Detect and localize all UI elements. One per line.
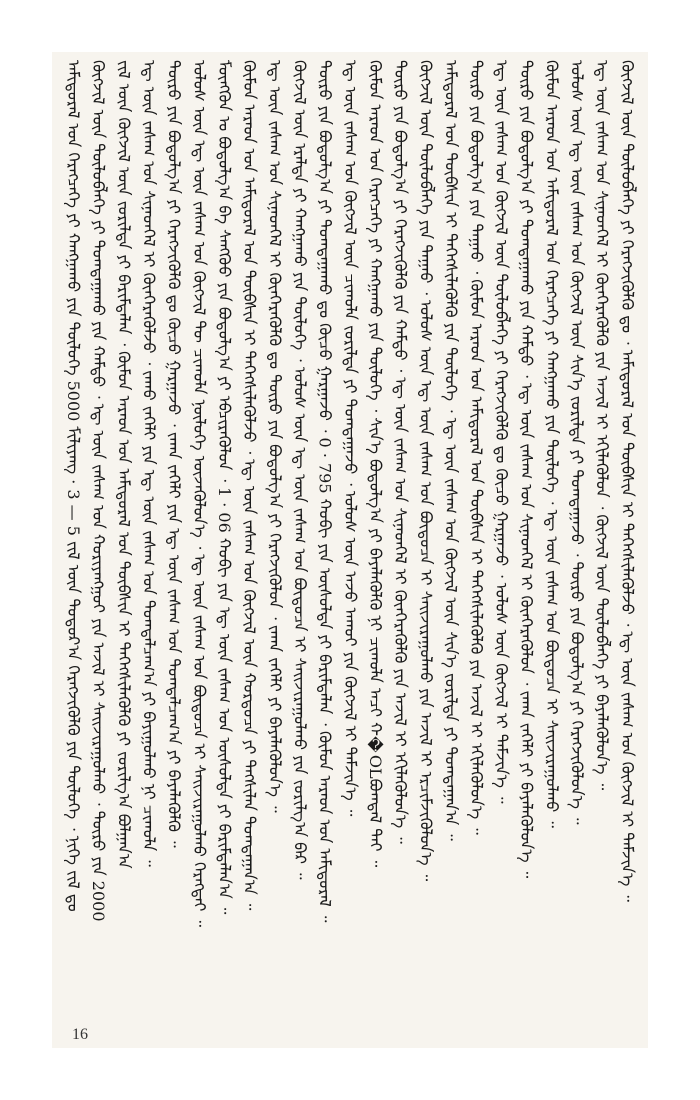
text-column: ᠬᠦᠮᠦᠨ ᠠᠷᠠᠳ ᠤᠨ ᠬᠡᠷᠡᠭᠴᠡᠭᠡ ᠶᠢ ᠬᠠᠩᠭᠠᠬᠤ ᠶᠢᠨ ᠲᠥᠯᠥᠭᠡ ᠂ ᠰᠢᠨ᠎ᠡ ᠪᠣᠳᠤᠯᠭ᠎ᠠ ᠶᠢ ᠪᠡᠶᠡᠯᠡᠭᠦᠯᠬᠦ ᠨᠢ ᠴᠢᠬᠤᠯᠠ ᠠᠴᠢ ᠬ�OLᠪᠣᠭᠳᠠᠯ ᠲᠠᠢ ᠃ bbox=[366, 60, 386, 868]
text-column: ᠲᠥᠷᠥ ᠶᠢᠨ ᠪᠣᠳᠤᠯᠭ᠎ᠠ ᠶᠢ ᠲᠣᠭᠲᠠᠭᠠᠬᠤ ᠳᠤ ᠬᠦᠴᠦ ᠭᠠᠷᠭᠠᠵᠤ ᠂ 0 · 795 ᠬᠤᠪᠢ ᠶᠢᠨ ᠥᠰᠥᠯᠲᠡ ᠶᠢ ᠪᠠᠷᠢᠮᠲᠠᠯᠠᠨ ᠂ ᠬᠦᠮᠦᠨ ᠠᠷᠠᠳ ᠤᠨ ᠠᠮᠢᠳᠤᠷᠠᠯ ᠃ bbox=[315, 60, 335, 923]
text-column: ᠬᠦᠮᠦᠨ ᠠᠷᠠᠳ ᠤᠨ ᠠᠮᠢᠳᠤᠷᠠᠯ ᠤᠨ ᠬᠡᠷᠡᠭᠴᠡᠭᠡ ᠶᠢ ᠬᠠᠩᠭᠠᠬᠤ ᠶᠢᠨ ᠲᠥᠯᠥᠭᠡ ᠂ ᠡᠳ᠋ ᠦᠨ ᠵᠠᠰᠠᠭ ᠤᠨ ᠪᠦᠲᠦᠴᠡ ᠢ ᠰᠠᠢᠵᠢᠷᠠᠭᠤᠯᠬᠤ ᠃ bbox=[542, 60, 562, 828]
text-column: ᠲᠥᠷᠥ ᠶᠢᠨ ᠪᠣᠳᠤᠯᠭ᠎ᠠ ᠶᠢ ᠲᠣᠭᠲᠠᠭᠠᠬᠤ ᠶᠢᠨ ᠬᠠᠮᠲᠤ ᠂ ᠡᠳ᠋ ᠦᠨ ᠵᠠᠰᠠᠭ ᠤᠨ ᠰᠢᠨᠡᠳᠭᠡᠯ ᠢ ᠭᠦᠨᠭᠡᠷᠡᠭᠦᠯᠦᠨ ᠂ ᠵᠠᠬᠠ ᠵᠡᠭᠡᠯᠢ ᠶᠢ ᠪᠡᠶᠡᠯᠡᠭᠦᠯᠦᠨ᠎ᠡ ᠃ bbox=[517, 60, 537, 879]
text-column: ᠤᠯᠤᠰ ᠦᠨ ᠡᠳ᠋ ᠦᠨ ᠵᠠᠰᠠᠭ ᠤᠨ ᠬᠥᠭᠵᠢᠯ ᠦᠨ ᠰᠢᠨ᠎ᠡ ᠵᠣᠷᠢᠯᠲᠠ ᠶᠢ ᠲᠣᠭᠲᠠᠭᠠᠵᠤ ᠂ ᠲᠥᠷᠥ ᠶᠢᠨ ᠪᠣᠳᠤᠯᠭ᠎ᠠ ᠶᠢ ᠬᠡᠷᠡᠭᠵᠢᠭᠦᠯᠦᠨ᠎ᠡ ᠃ bbox=[567, 60, 587, 825]
text-column: ᠵᠢᠯ ᠦᠨ ᠬᠥᠭᠵᠢᠯ ᠦᠨ ᠵᠣᠷᠢᠯᠲᠠ ᠶᠢ ᠪᠠᠷᠢᠮᠲᠠᠯᠠᠨ ᠂ ᠬᠦᠮᠦᠨ ᠠᠷᠠᠳ ᠤᠨ ᠠᠮᠢᠳᠤᠷᠠᠯ ᠤᠨ ᠲᠦᠪᠰᠢᠨ ᠢ ᠳᠡᠭᠡᠭᠰᠢᠯᠡᠭᠦᠯᠬᠦ ᠶᠢ ᠵᠣᠷᠢᠯᠭ᠎ᠠ ᠪᠣᠯᠭᠠᠨ᠎ᠠ bbox=[114, 60, 134, 869]
page-number: 16 bbox=[72, 1026, 88, 1043]
text-column: ᠲᠥᠷᠥ ᠶᠢᠨ ᠪᠣᠳᠤᠯᠭ᠎ᠠ ᠶᠢ ᠬᠡᠷᠡᠭᠵᠢᠭᠦᠯᠬᠦ ᠶᠢᠨ ᠬᠠᠮᠲᠤ ᠂ ᠡᠳ᠋ ᠦᠨ ᠵᠠᠰᠠᠭ ᠤᠨ ᠰᠢᠨᠡᠳᠭᠡᠯ ᠢ ᠭᠦᠨᠭᠡᠷᠡᠭᠦᠯᠬᠦ ᠶᠢᠨ ᠠᠵᠢᠯ ᠢ ᠡᠬᠢᠯᠡᠭᠦᠯᠦᠨ᠎ᠡ ᠃ bbox=[391, 60, 411, 844]
text-column: ᠬᠥᠭᠵᠢᠯ ᠦᠨ ᠲᠥᠯᠥᠪᠯᠡᠭᠡ ᠶᠢ ᠲᠣᠭᠲᠠᠭᠠᠬᠤ ᠶᠢᠨ ᠬᠠᠮᠲᠤ ᠂ ᠡᠳ᠋ ᠦᠨ ᠵᠠᠰᠠᠭ ᠤᠨ ᠬᠣᠷᠢᠶᠠᠩᠭᠤᠢ ᠶᠢᠨ ᠠᠵᠢᠯ ᠢ ᠰᠠᠢᠵᠢᠷᠠᠭᠤᠯᠬᠤ ᠂ ᠲᠦᠷᠦ ᠶᠢᠨ 2000 bbox=[89, 60, 109, 922]
text-column: ᠡᠳ᠋ ᠦᠨ ᠵᠠᠰᠠᠭ ᠤᠨ ᠬᠥᠭᠵᠢᠯ ᠦᠨ ᠲᠥᠯᠥᠪᠯᠡᠭᠡ ᠶᠢ ᠬᠡᠷᠡᠭᠵᠢᠭᠦᠯᠬᠦ ᠳᠤ ᠬᠦᠴᠦ ᠭᠠᠷᠭᠠᠵᠤ ᠂ ᠤᠯᠤᠰ ᠦᠨ ᠬᠥᠭᠵᠢᠯ ᠢ ᠳᠡᠮᠵᠢᠨ᠎ᠡ ᠃ bbox=[491, 60, 511, 804]
text-column: ᠤᠯᠤᠰ ᠦᠨ ᠡᠳ᠋ ᠦᠨ ᠵᠠᠰᠠᠭ ᠤᠨ ᠬᠥᠭᠵᠢᠯ ᠲᠦ ᠴᠢᠬᠤᠯᠠ ᠨᠥᠯᠥᠭᠡ ᠦᠵᠡᠭᠦᠯᠦᠨ᠎ᠡ ᠂ ᠡᠳ᠋ ᠦᠨ ᠵᠠᠰᠠᠭ ᠤᠨ ᠪᠦᠲᠦᠴᠡ ᠢ ᠰᠠᠢᠵᠢᠷᠠᠭᠤᠯᠬᠤ ᠬᠡᠷᠡᠭᠲᠡᠢ ᠃ bbox=[189, 60, 209, 928]
text-column: ᠠᠮᠢᠳᠤᠷᠠᠯ ᠤᠨ ᠬᠡᠷᠡᠭᠴᠡᠭᠡ ᠶᠢ ᠬᠠᠩᠭᠠᠬᠤ ᠶᠢᠨ ᠲᠥᠯᠥᠭᠡ 5000 ᠮᠢᠯᠢᠶᠠᠩ · 3 — 5 ᠵᠢᠯ ᠦᠨ ᠳᠤᠲᠤᠷ᠎ᠠ ᠬᠡᠷᠡᠭᠵᠢᠭᠦᠯᠬᠦ ᠶᠢᠨ ᠲᠥᠯᠥᠭᠡ ᠂ ᠨᠢᠭᠡ ᠵᠢᠯ ᠳᠤ bbox=[64, 60, 83, 912]
text-column: ᠡᠳ᠋ ᠦᠨ ᠵᠠᠰᠠᠭ ᠤᠨ ᠬᠥᠭᠵᠢᠯ ᠦᠨ ᠴᠢᠬᠤᠯᠠ ᠵᠣᠷᠢᠯᠲᠠ ᠶᠢ ᠲᠣᠭᠲᠠᠭᠠᠵᠤ ᠂ ᠤᠯᠤᠰ ᠦᠨ ᠠᠵᠤ ᠠᠬᠤᠢ ᠶᠢᠨ ᠬᠥᠭᠵᠢᠯ ᠢ ᠳᠡᠮᠵᠢᠨ᠎ᠡ ᠃ bbox=[340, 60, 360, 817]
text-column: ᠡᠳ᠋ ᠦᠨ ᠵᠠᠰᠠᠭ ᠤᠨ ᠰᠢᠨᠡᠳᠭᠡᠯ ᠢ ᠭᠦᠨᠭᠡᠷᠡᠭᠦᠯᠬᠦ ᠶᠢᠨ ᠠᠵᠢᠯ ᠢ ᠡᠬᠢᠯᠡᠭᠦᠯᠦᠨ ᠂ ᠬᠥᠭᠵᠢᠯ ᠦᠨ ᠲᠥᠯᠥᠪᠯᠡᠭᠡ ᠶᠢ ᠪᠡᠶᠡᠯᠡᠭᠦᠯᠦᠨ᠎ᠡ ᠃ bbox=[592, 60, 612, 791]
text-column: ᠡᠳ᠋ ᠦᠨ ᠵᠠᠰᠠᠭ ᠤᠨ ᠰᠢᠨᠡᠳᠭᠡᠯ ᠢ ᠭᠦᠨᠭᠡᠷᠡᠭᠦᠯᠵᠦ ᠂ ᠵᠠᠬᠣ ᠵᠡᠭᠡᠯᠢ ᠶᠢᠨ ᠡᠳ᠋ ᠦᠨ ᠵᠠᠰᠠᠭ ᠤᠨ ᠲᠣᠭᠲᠠᠯᠴᠠᠭ᠎ᠠ ᠶᠢ ᠪᠠᠶᠢᠭᠤᠯᠬᠤ ᠨᠢ ᠴᠢᠬᠤᠯᠠ ᠃ bbox=[139, 60, 159, 867]
text-column: ᠲᠥᠷᠥ ᠶᠢᠨ ᠪᠣᠳᠤᠯᠭ᠎ᠠ ᠶᠢ ᠬᠡᠷᠡᠭᠵᠢᠭᠦᠯᠬᠦ ᠳᠤ ᠬᠦᠴᠦ ᠭᠠᠷᠭᠠᠵᠤ ᠂ ᠵᠠᠬᠠ ᠵᠡᠭᠡᠯᠢ ᠶᠢᠨ ᠡᠳ᠋ ᠦᠨ ᠵᠠᠰᠠᠭ ᠤᠨ ᠲᠣᠭᠲᠠᠯᠴᠠᠭ᠎ᠠ ᠶᠢ ᠪᠡᠶᠡᠯᠡᠭᠦᠯᠬᠦ ᠃ bbox=[164, 60, 184, 848]
text-column: ᠬᠦᠮᠦᠨ ᠠᠷᠠᠳ ᠤᠨ ᠠᠮᠢᠳᠤᠷᠠᠯ ᠤᠨ ᠲᠦᠪᠰᠢᠨ ᠢ ᠳᠡᠭᠡᠭᠰᠢᠯᠡᠭᠦᠯᠵᠦ ᠂ ᠡᠳ᠋ ᠦᠨ ᠵᠠᠰᠠᠭ ᠤᠨ ᠬᠥᠭᠵᠢᠯ ᠦᠨ ᠬᠤᠷᠳᠤᠴᠠ ᠶᠢ ᠲᠡᠭᠰᠢᠯᠡᠨ ᠲᠣᠭᠲᠠᠭᠠᠨ᠎ᠠ ᠃ bbox=[240, 60, 260, 911]
vertical-text-block bbox=[52, 52, 648, 1017]
text-column: ᠬᠥᠭᠵᠢᠯ ᠦᠨ ᠡᠷᠡᠯᠲᠡ ᠶᠢ ᠬᠠᠩᠭᠠᠬᠤ ᠶᠢᠨ ᠲᠥᠯᠥᠭᠡ ᠂ ᠤᠯᠤᠰ ᠦᠨ ᠡᠳ᠋ ᠦᠨ ᠵᠠᠰᠠᠭ ᠤᠨ ᠪᠦᠲᠦᠴᠡ ᠢ ᠰᠠᠢᠵᠢᠷᠠᠭᠤᠯᠬᠤ ᠶᠢᠨ ᠵᠣᠷᠢᠯᠭ᠎ᠠ ᠪᠠᠷ ᠃ bbox=[290, 60, 310, 880]
text-column: ᠲᠥᠷᠥ ᠶᠢᠨ ᠪᠣᠳᠤᠯᠭ᠎ᠠ ᠶᠢᠨ ᠳᠠᠭᠠᠤ ᠂ ᠬᠦᠮᠦᠨ ᠠᠷᠠᠳ ᠤᠨ ᠠᠮᠢᠳᠤᠷᠠᠯ ᠤᠨ ᠲᠦᠪᠰᠢᠨ ᠢ ᠳᠡᠭᠡᠭᠰᠢᠯᠡᠭᠦᠯᠬᠦ ᠶᠢᠨ ᠠᠵᠢᠯ ᠢ ᠡᠬᠢᠯᠡᠭᠦᠯᠦᠨ᠎ᠡ ᠃ bbox=[466, 60, 486, 835]
document-page bbox=[52, 52, 648, 1048]
text-column: ᠠᠮᠢᠳᠤᠷᠠᠯ ᠤᠨ ᠲᠦᠪᠰᠢᠨ ᠢ ᠳᠡᠭᠡᠭᠰᠢᠯᠡᠭᠦᠯᠬᠦ ᠶᠢᠨ ᠲᠥᠯᠥᠭᠡ ᠂ ᠡᠳ᠋ ᠦᠨ ᠵᠠᠰᠠᠭ ᠤᠨ ᠬᠥᠭᠵᠢᠯ ᠦᠨ ᠰᠢᠨ᠎ᠡ ᠵᠣᠷᠢᠯᠲᠠ ᠶᠢ ᠲᠣᠭᠲᠠᠭᠠᠨ᠎ᠠ ᠃ bbox=[441, 60, 461, 841]
text-column: ᠡᠳ᠋ ᠦᠨ ᠵᠠᠰᠠᠭ ᠤᠨ ᠰᠢᠨᠡᠳᠭᠡᠯ ᠢ ᠭᠦᠨᠭᠡᠷᠡᠭᠦᠯᠬᠦ ᠳᠤ ᠲᠥᠷᠥ ᠶᠢᠨ ᠪᠣᠳᠤᠯᠭ᠎ᠠ ᠶᠢ ᠬᠡᠷᠡᠭᠵᠢᠭᠦᠯᠦᠨ ᠂ ᠵᠠᠬᠠ ᠵᠡᠭᠡᠯᠢ ᠶᠢ ᠪᠡᠶᠡᠯᠡᠭᠦᠯᠦᠨ᠎ᠡ ᠃ bbox=[265, 60, 285, 813]
text-column: ᠮᠥᠩᠭᠥᠨ ᠤ ᠪᠣᠳᠤᠯᠭ᠎ᠠ ᠪᠠ ᠰᠠᠩᠬᠦᠦ ᠶᠢᠨ ᠪᠣᠳᠤᠯᠭ᠎ᠠ ᠶᠢ ᠡᠪᠴᠢᠷᠡᠭᠦᠯᠦᠨ ᠂ 1 · 06 ᠬᠤᠪᠢ ᠶᠢᠨ ᠡᠳ᠋ ᠦᠨ ᠵᠠᠰᠠᠭ ᠤᠨ ᠥᠰᠥᠯᠲᠡ ᠶᠢ ᠪᠠᠷᠢᠮᠲᠠᠯᠠᠨ᠎ᠠ ᠃ bbox=[215, 60, 235, 915]
text-column: ᠬᠥᠭᠵᠢᠯ ᠦᠨ ᠲᠥᠯᠥᠪᠯᠡᠭᠡ ᠶᠢ ᠬᠡᠷᠡᠭᠵᠢᠭᠦᠯᠬᠦ ᠳᠤ ᠂ ᠠᠮᠢᠳᠤᠷᠠᠯ ᠤᠨ ᠲᠦᠪᠰᠢᠨ ᠢ ᠳᠡᠭᠡᠭᠰᠢᠯᠡᠭᠦᠯᠵᠦ ᠂ ᠡᠳ᠋ ᠦᠨ ᠵᠠᠰᠠᠭ ᠤᠨ ᠬᠥᠭᠵᠢᠯ ᠢ ᠳᠡᠮᠵᠢᠨ᠎ᠡ ᠃ bbox=[617, 60, 637, 902]
text-column: ᠬᠥᠭᠵᠢᠯ ᠦᠨ ᠲᠥᠯᠥᠪᠯᠡᠭᠡ ᠶᠢᠨ ᠳᠠᠭᠠᠤ ᠂ ᠤᠯᠤᠰ ᠦᠨ ᠡᠳ᠋ ᠦᠨ ᠵᠠᠰᠠᠭ ᠤᠨ ᠪᠦᠲᠦᠴᠡ ᠢ ᠰᠠᠢᠵᠢᠷᠠᠭᠤᠯᠬᠤ ᠶᠢᠨ ᠠᠵᠢᠯ ᠢ ᠡᠷᠴᠢᠮᠵᠢᠭᠦᠯᠦᠨ᠎ᠡ ᠃ bbox=[416, 60, 436, 882]
